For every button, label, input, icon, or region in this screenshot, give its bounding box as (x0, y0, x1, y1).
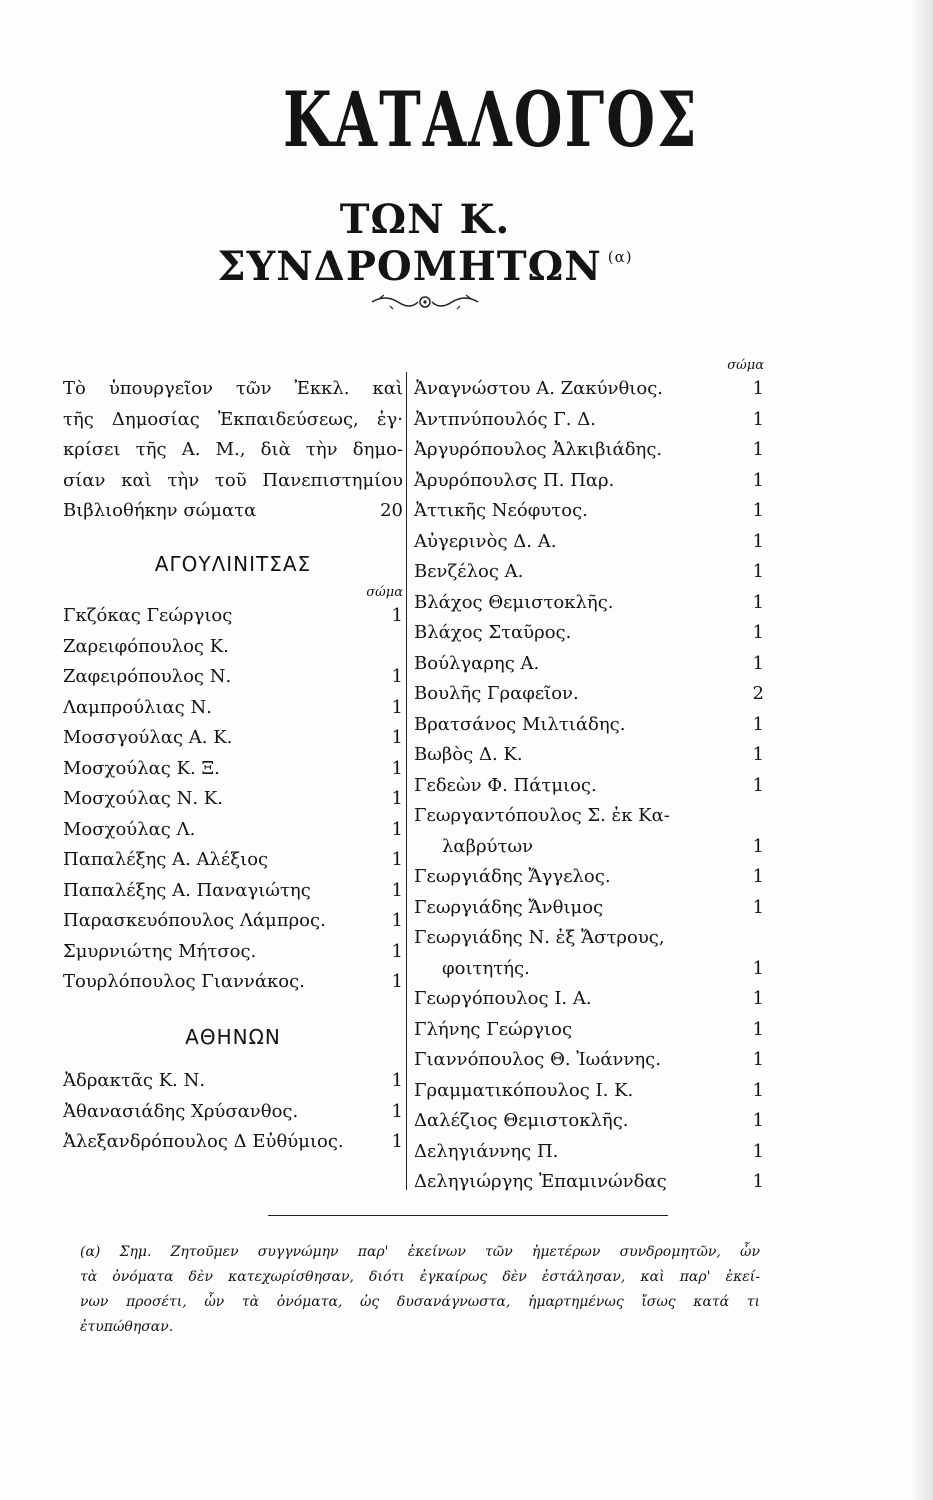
entry-quantity: 1 (752, 378, 764, 399)
list-item (414, 862, 764, 893)
list-item (63, 754, 403, 785)
list-item (63, 906, 403, 937)
list-item (414, 771, 764, 802)
entry-quantity: 1 (752, 408, 764, 430)
list-item (63, 937, 403, 968)
list-item (63, 1066, 403, 1097)
intro-last-qty: 20 (380, 500, 403, 521)
entry-name: Παπαλέξης Α. Παναγιώτης (63, 879, 311, 901)
entry-quantity: 1 (391, 971, 403, 992)
list-item (414, 801, 764, 832)
entry-quantity: 1 (391, 788, 403, 809)
entry-name: Γεωργιάδης Ἄγγελος. (414, 866, 611, 887)
entry-quantity: 1 (752, 1018, 764, 1040)
list-item (63, 815, 403, 846)
list-item (414, 435, 764, 466)
column-divider (406, 372, 407, 1190)
section-heading-agoulinitsas: ΑΓΟΥΛΙΝΙΤΣΑΣ (154, 551, 312, 576)
entry-quantity: 1 (752, 1079, 764, 1101)
entry-quantity: 1 (752, 591, 764, 613)
list-item (414, 984, 764, 1015)
entry-name: Ἀναγνώστου Α. Ζακύνθιος. (414, 378, 663, 399)
list-item (414, 527, 764, 558)
entry-name: φοιτητής. (442, 957, 530, 979)
entry-quantity: 1 (391, 1131, 403, 1152)
list-item (63, 632, 403, 663)
entry-name: Ζαρειφόπουλος Κ. (63, 635, 229, 657)
entry-name: Γραμματικόπουλος Ι. Κ. (414, 1079, 634, 1101)
entry-quantity: 1 (391, 696, 403, 718)
list-item (414, 923, 764, 954)
entry-quantity: 1 (752, 1140, 764, 1162)
entry-quantity: 1 (391, 818, 403, 840)
intro-line: σίαν καὶ τὴν τοῦ Πανεπιστημίου (63, 469, 403, 491)
entry-name: Γεωργιάδης Ν. ἐξ Ἄστρους, (414, 927, 665, 948)
entry-quantity: 1 (391, 879, 403, 901)
intro-line: Τὸ ὑπουργεῖον τῶν Ἐκκλ. καὶ (63, 378, 403, 399)
entry-quantity: 1 (391, 757, 403, 779)
right-list (414, 374, 764, 1198)
entry-quantity (750, 923, 764, 954)
somata-label: σώμα (727, 358, 764, 373)
list-item (414, 1045, 764, 1076)
entry-quantity: 1 (391, 940, 403, 962)
entry-quantity: 1 (391, 727, 403, 748)
list-item (414, 496, 764, 527)
entry-name: Γεωργαντόπουλος Σ. ἐκ Κα- (414, 805, 670, 826)
list-item (414, 710, 764, 741)
footnote-rule (268, 1215, 668, 1216)
entry-name: Ἀθανασιάδης Χρύσανθος. (63, 1100, 299, 1122)
list-item (414, 405, 764, 436)
entry-name: Βωβὸς Δ. Κ. (414, 744, 523, 765)
catalog-subtitle (140, 196, 710, 290)
list-item (414, 466, 764, 497)
entry-name: Μοσχούλας Κ. Ξ. (63, 757, 220, 779)
entry-quantity: 1 (752, 896, 764, 918)
entry-name: Βλάχος Σταῦρος. (414, 622, 572, 643)
list-item (63, 784, 403, 815)
entry-quantity: 1 (752, 1110, 764, 1131)
entry-quantity (389, 632, 403, 663)
entry-name: Μοσχούλας Ν. Κ. (63, 788, 223, 809)
list-item (414, 832, 764, 863)
list-item (414, 954, 764, 985)
entry-quantity (750, 801, 764, 832)
entry-name: Γεωργιάδης Ἄνθιμος (414, 896, 604, 918)
catalog-title: ΚΑΤΑΛΟΓΟΣ (283, 76, 699, 166)
entry-name: Μοσσγούλας Α. Κ. (63, 727, 233, 748)
list-item (63, 967, 403, 998)
athinon-list (63, 1066, 403, 1158)
entry-name: Σμυρνιώτης Μήτσος. (63, 940, 257, 962)
entry-name: Λαμπρούλιας Ν. (63, 696, 212, 718)
entry-name: Γιαννόπουλος Θ. Ἰωάννης. (414, 1049, 661, 1070)
entry-name: Τουρλόπουλος Γιαννάκος. (63, 971, 305, 992)
entry-quantity: 2 (752, 683, 764, 704)
entry-quantity: 1 (752, 652, 764, 674)
entry-quantity: 1 (752, 439, 764, 460)
intro-line: κρίσει τῆς Α. Μ., διὰ τὴν δημο- (63, 439, 403, 460)
list-item (63, 1097, 403, 1128)
footnote-line: τὰ ὀνόματα δὲν κατεχωρίσθησαν, διότι ἐγκαίρως δὲν ἐστάλησαν, καὶ παρ' ἐκεί- (80, 1269, 760, 1285)
entry-quantity: 1 (391, 910, 403, 931)
footnote (80, 1240, 760, 1340)
entry-name: Δαλέζιος Θεμιστοκλῆς. (414, 1110, 629, 1131)
entry-name: Ἀδρακτᾶς Κ. Ν. (63, 1070, 206, 1091)
agoulinitsas-list (63, 601, 403, 998)
entry-name: Μοσχούλας Λ. (63, 818, 196, 840)
list-item (414, 1106, 764, 1137)
entry-name: Ζαφειρόπουλος Ν. (63, 666, 232, 687)
ornament-vine-icon (370, 292, 480, 312)
entry-name: Γεδεὼν Φ. Πάτμιος. (414, 774, 597, 796)
entry-name: Βενζέλος Α. (414, 561, 524, 582)
list-item (63, 1127, 403, 1158)
entry-name: Βουλῆς Γραφεῖον. (414, 683, 579, 704)
entry-quantity: 1 (752, 500, 764, 521)
entry-name: Ἀττικῆς Νεόφυτος. (414, 500, 588, 521)
entry-name: Δεληγιάννης Π. (414, 1140, 559, 1162)
list-item (414, 618, 764, 649)
list-item (63, 723, 403, 754)
list-item (414, 649, 764, 680)
entry-quantity: 1 (752, 744, 764, 765)
list-item (63, 662, 403, 693)
entry-name: Γεωργόπουλος Ι. Α. (414, 988, 592, 1009)
entry-quantity: 1 (752, 774, 764, 796)
intro-last-line (63, 496, 403, 527)
entry-name: Παπαλέξης Α. Αλέξιος (63, 849, 269, 870)
entry-quantity: 1 (391, 849, 403, 870)
list-item (414, 588, 764, 619)
somata-label: σώμα (366, 585, 403, 600)
list-item (63, 876, 403, 907)
entry-name: Παρασκευόπουλος Λάμπρος. (63, 910, 326, 931)
footnote-line: νων προσέτι, ὧν τὰ ὀνόματα, ὡς δυσανάγνωστα, ἡμαρτημένως ἴσως κατά τι (80, 1294, 760, 1310)
list-item (414, 1137, 764, 1168)
entry-quantity: 1 (752, 988, 764, 1009)
intro-line: τῆς Δημοσίας Ἐκπαιδεύσεως, ἐγ· (63, 408, 403, 430)
entry-quantity: 1 (391, 666, 403, 687)
entry-quantity: 1 (752, 561, 764, 582)
entry-quantity: 1 (752, 469, 764, 491)
entry-name: Αὐγερινὸς Δ. Α. (414, 530, 557, 552)
list-item (414, 893, 764, 924)
entry-name: Βρατσάνος Μιλτιάδης. (414, 713, 626, 735)
entry-quantity: 1 (752, 1171, 764, 1192)
footnote-line: (α) Σημ. Ζητοῦμεν συγγνώμην παρ' ἐκείνων τῶν ἡμετέρων συνδρομητῶν, ὧν (80, 1244, 760, 1260)
footnote-marker: (α) (607, 248, 633, 266)
entry-quantity: 1 (391, 1070, 403, 1091)
list-item (414, 1167, 764, 1198)
entry-name: λαβρύτων (442, 835, 534, 857)
entry-quantity: 1 (752, 622, 764, 643)
subtitle-text: ΤΩΝ Κ. ΣΥΝΔΡΟΜΗΤΩΝ (217, 196, 602, 290)
list-item (414, 374, 764, 405)
right-column (414, 358, 764, 1198)
entry-name: Βλάχος Θεμιστοκλῆς. (414, 591, 614, 613)
entry-quantity: 1 (752, 530, 764, 552)
intro-last-label: Βιβλιοθήκην σώματα (63, 500, 257, 521)
entry-quantity: 1 (752, 866, 764, 887)
list-item (63, 693, 403, 724)
footnote-line: ἐτυπώθησαν. (80, 1319, 174, 1335)
entry-quantity: 1 (752, 835, 764, 857)
entry-quantity: 1 (752, 957, 764, 979)
section-heading-athinon: ΑΘΗΝΩΝ (185, 1024, 281, 1049)
entry-quantity: 1 (752, 1049, 764, 1070)
entry-name: Βούλγαρης Α. (414, 652, 540, 674)
list-item (414, 1076, 764, 1107)
list-item (63, 845, 403, 876)
entry-name: Ἀρυρόπουλσς Π. Παρ. (414, 469, 615, 491)
list-item (414, 1015, 764, 1046)
page-edge-shadow (911, 0, 933, 1500)
entry-name: Δεληγιώργης Ἐπαμινώνδας (414, 1171, 667, 1192)
list-item (414, 557, 764, 588)
entry-name: Γκζόκας Γεώργιος (63, 605, 233, 626)
entry-name: Γλήνης Γεώργιος (414, 1018, 573, 1040)
list-item (63, 601, 403, 632)
entry-name: Ἀργυρόπουλος Ἀλκιβιάδης. (414, 439, 663, 460)
entry-quantity: 1 (752, 713, 764, 735)
list-item (414, 740, 764, 771)
entry-quantity: 1 (391, 1100, 403, 1122)
entry-name: Ἀντπνύπουλός Γ. Δ. (414, 408, 596, 430)
entry-quantity: 1 (391, 605, 403, 626)
entry-name: Ἀλεξανδρόπουλος Δ Εὐθύμιος. (63, 1131, 344, 1152)
list-item (414, 679, 764, 710)
left-column (63, 358, 403, 1158)
